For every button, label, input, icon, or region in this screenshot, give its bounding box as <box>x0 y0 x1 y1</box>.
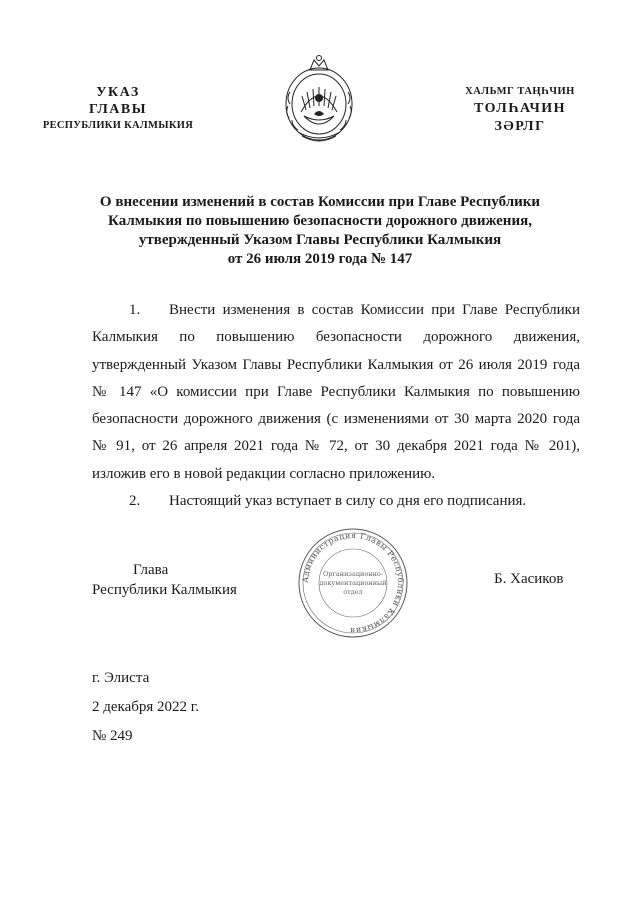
footer-date: 2 декабря 2022 г. <box>92 699 199 715</box>
role-line1: Глава <box>133 562 169 578</box>
header-left-line2: ГЛАВЫ <box>89 102 147 117</box>
paragraph-number: 1. <box>129 302 141 318</box>
paragraph-1 <box>92 297 580 488</box>
signatory-name: Б. Хасиков <box>494 571 564 587</box>
header-left-line3: РЕСПУБЛИКИ КАЛМЫКИЯ <box>42 120 194 131</box>
header-left <box>28 84 208 133</box>
paragraph-2 <box>92 488 580 515</box>
signatory-role <box>92 560 292 600</box>
header-right <box>440 84 600 135</box>
document-title <box>60 193 580 269</box>
official-stamp <box>296 526 410 640</box>
title-line: Калмыкия по повышению безопасности дорожного движения, <box>108 213 532 229</box>
paragraph-text: Внести изменения в состав Комиссии при Главе Республики Калмыкия по повышению безопасности дорожного движения, утвержденный Указом Главы Республики Калмыкия от 26 июля 2019 года № 147 «О комиссии при Главе Республики Калмыкия по повышению безопасности дорожного движения (с изменениями от 30 марта 2020 года № 91, от 26 апреля 2021 года № 72, от 30 декабря 2021 года № 201), изложив его в новой редакции согласно приложению. <box>92 302 580 482</box>
footer-city: г. Элиста <box>92 670 150 686</box>
header-left-line1: УКАЗ <box>96 85 140 100</box>
paragraph-number: 2. <box>129 493 141 510</box>
title-line: утвержденный Указом Главы Республики Калмыкия <box>138 232 502 248</box>
role-line2: Республики Калмыкия <box>92 582 237 598</box>
kalmykia-coat-of-arms-icon <box>276 52 362 148</box>
header-right-line2: ТОЛҺАЧИН <box>473 101 567 116</box>
title-line: О внесении изменений в состав Комиссии при Главе Республики <box>99 194 541 210</box>
header-right-line3: ЗӘРЛГ <box>494 119 546 134</box>
paragraph-text: Настоящий указ вступает в силу со дня его подписания. <box>169 493 527 510</box>
header-right-line1: ХАЛЬМГ ТАҢҺЧИН <box>465 86 575 97</box>
document-body <box>92 297 580 515</box>
title-line: от 26 июля 2019 года № 147 <box>227 251 413 267</box>
stamp-outer-text: Администрация Главы Республики Калмыкия <box>300 530 406 636</box>
stamp-inner-line: отдел <box>343 588 363 596</box>
stamp-inner-line: Организационно- <box>322 570 384 578</box>
footer-number: № 249 <box>92 728 133 744</box>
document-footer <box>92 664 199 751</box>
stamp-inner-line: документационный <box>319 579 387 587</box>
